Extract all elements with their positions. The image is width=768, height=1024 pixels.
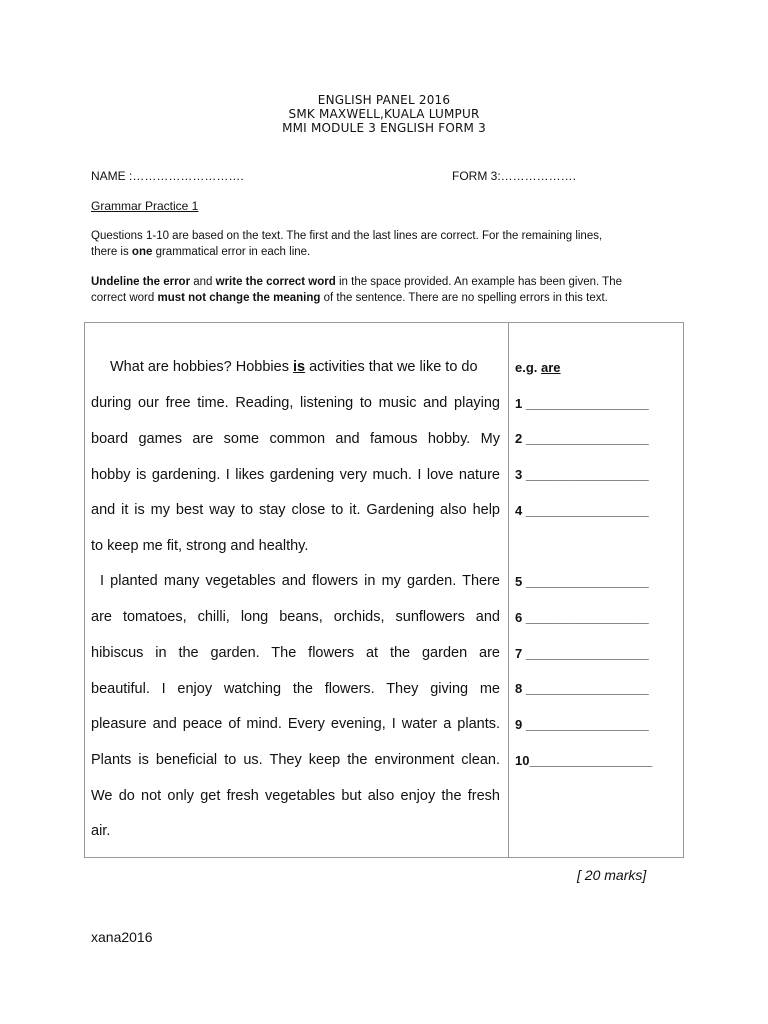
answer-blank-7[interactable]: 7 _________________ xyxy=(515,646,649,661)
instruction-text: in the space provided. An example has been given. The xyxy=(335,276,622,288)
passage-line-1 xyxy=(110,359,500,376)
form-field: FORM 3:………………. xyxy=(452,169,577,183)
answer-example xyxy=(515,360,561,375)
header-line-2: SMK MAXWELL,KUALA LUMPUR xyxy=(288,107,480,121)
header-line-3: MMI MODULE 3 ENGLISH FORM 3 xyxy=(282,121,486,135)
passage-line-7: I planted many vegetables and flowers in my garden. There xyxy=(100,573,500,589)
passage-text: What are hobbies? Hobbies xyxy=(110,359,293,375)
name-field: NAME :………………………. xyxy=(91,169,244,183)
instruction-text: correct word xyxy=(91,292,158,304)
instruction-text: and xyxy=(190,276,216,288)
instruction-text: there is xyxy=(91,246,132,258)
instruction-emphasis: Undeline the error xyxy=(91,276,191,288)
passage-line-4: hobby is gardening. I likes gardening very much. I love nature xyxy=(91,467,500,483)
total-marks: [ 20 marks] xyxy=(577,867,647,883)
instruction-paragraph-1 xyxy=(91,228,681,260)
answer-example-label: e.g. xyxy=(515,360,542,375)
answer-example-word: are xyxy=(541,360,561,375)
answer-blank-8[interactable]: 8 _________________ xyxy=(515,681,649,696)
passage-line-12: Plants is beneficial to us. They keep the environment clean. xyxy=(91,752,500,768)
answer-blank-9[interactable]: 9 _________________ xyxy=(515,717,649,732)
passage-line-3: board games are some common and famous hobby. My xyxy=(91,431,500,447)
passage-line-9: hibiscus in the garden. The flowers at the garden are xyxy=(91,645,500,661)
answer-blank-1[interactable]: 1 _________________ xyxy=(515,396,649,411)
answer-blank-10[interactable]: 10_________________ xyxy=(515,753,653,768)
passage-line-6: to keep me fit, strong and healthy. xyxy=(91,538,309,554)
passage-text: activities that we like to do xyxy=(305,359,478,375)
instruction-emphasis: write the correct word xyxy=(215,276,336,288)
instruction-line xyxy=(91,290,681,306)
instruction-line: Questions 1-10 are based on the text. The first and the last lines are correct. For the remaining lines, xyxy=(91,230,603,242)
section-title: Grammar Practice 1 xyxy=(91,199,199,213)
answer-blank-5[interactable]: 5 _________________ xyxy=(515,574,649,589)
passage-line-8: are tomatoes, chilli, long beans, orchids, sunflowers and xyxy=(91,609,500,625)
answer-blank-6[interactable]: 6 _________________ xyxy=(515,610,649,625)
answer-blank-2[interactable]: 2 _________________ xyxy=(515,431,649,446)
passage-line-13: We do not only get fresh vegetables but also enjoy the fresh xyxy=(91,788,500,804)
document-header xyxy=(0,93,768,135)
instruction-text: grammatical error in each line. xyxy=(152,246,311,258)
instruction-text: of the sentence. There are no spelling errors in this text. xyxy=(320,292,608,304)
passage-line-5: and it is my best way to stay close to it. Gardening also help xyxy=(91,502,500,518)
passage-line-14: air. xyxy=(91,823,111,839)
answer-blank-3[interactable]: 3 _________________ xyxy=(515,467,649,482)
table-divider xyxy=(508,322,509,858)
instruction-emphasis: must not change the meaning xyxy=(157,292,321,304)
header-line-1: ENGLISH PANEL 2016 xyxy=(317,93,451,107)
passage-line-2: during our free time. Reading, listening to music and playing xyxy=(91,395,500,411)
instruction-emphasis: one xyxy=(131,246,153,258)
answer-blank-4[interactable]: 4 _________________ xyxy=(515,503,649,518)
passage-line-11: pleasure and peace of mind. Every evening, I water a plants. xyxy=(91,716,500,732)
footer-text: xana2016 xyxy=(91,929,153,945)
instruction-line xyxy=(91,244,681,260)
example-error-word: is xyxy=(292,359,306,375)
instruction-line xyxy=(91,274,681,290)
instruction-paragraph-2 xyxy=(91,274,681,306)
passage-line-10: beautiful. I enjoy watching the flowers. They giving me xyxy=(91,681,500,697)
